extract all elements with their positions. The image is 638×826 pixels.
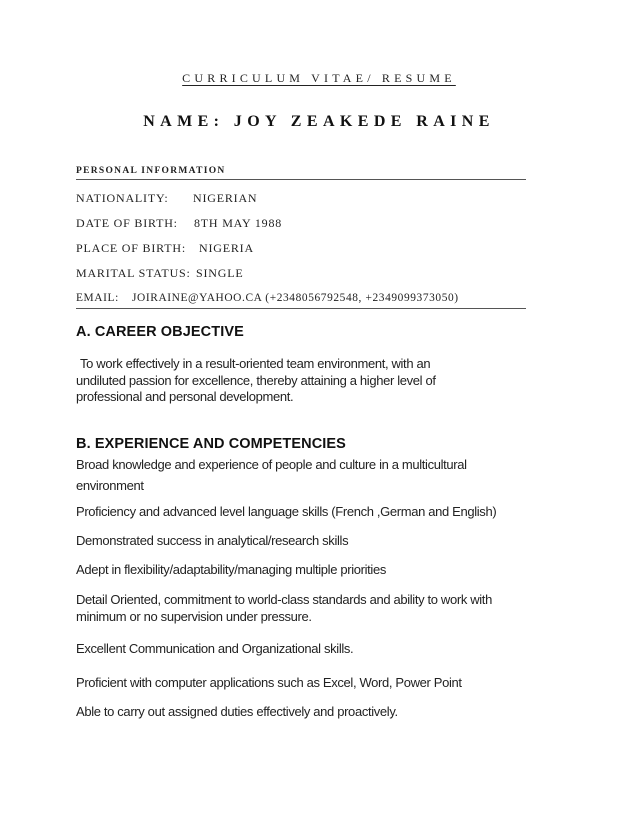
marital-status-row bbox=[76, 266, 243, 281]
experience-item: Excellent Communication and Organizational skills. bbox=[76, 641, 354, 656]
career-objective-heading: A. CAREER OBJECTIVE bbox=[76, 324, 244, 340]
email-value: JOIRAINE@YAHOO.CA (+2348056792548, +2349099373050) bbox=[132, 292, 459, 304]
experience-item: Demonstrated success in analytical/research skills bbox=[76, 533, 349, 548]
personal-info-bottom-rule bbox=[76, 308, 526, 309]
date-of-birth-label: DATE OF BIRTH: bbox=[76, 216, 178, 230]
marital-status-value: SINGLE bbox=[196, 266, 244, 280]
document-title: CURRICULUM VITAE/ RESUME bbox=[182, 71, 456, 85]
experience-item: Able to carry out assigned duties effectively and proactively. bbox=[76, 704, 398, 719]
nationality-value: NIGERIAN bbox=[193, 191, 258, 205]
personal-info-heading: PERSONAL INFORMATION bbox=[76, 166, 226, 176]
experience-item: Adept in flexibility/adaptability/managing multiple priorities bbox=[76, 562, 386, 577]
email-label: EMAIL: bbox=[76, 292, 119, 304]
email-row bbox=[76, 292, 459, 304]
candidate-name: NAME: JOY ZEAKEDE RAINE bbox=[143, 113, 495, 130]
personal-info-top-rule bbox=[76, 179, 526, 180]
nationality-label: NATIONALITY: bbox=[76, 191, 169, 205]
career-objective-text: To work effectively in a result-oriented team environment, with an undiluted passion for excellence, thereby attaining a higher level of professional and personal development. bbox=[76, 356, 436, 404]
experience-item: Detail Oriented, commitment to world-class standards and ability to work with minimum or no supervision under pressure. bbox=[76, 592, 492, 624]
experience-item: Broad knowledge and experience of people and culture in a multicultural environment bbox=[76, 457, 467, 493]
place-of-birth-label: PLACE OF BIRTH: bbox=[76, 241, 186, 255]
experience-item: Proficiency and advanced level language skills (French ,German and English) bbox=[76, 504, 497, 519]
nationality-row bbox=[76, 191, 257, 206]
date-of-birth-row bbox=[76, 216, 282, 231]
experience-heading: B. EXPERIENCE AND COMPETENCIES bbox=[76, 436, 346, 452]
marital-status-label: MARITAL STATUS: bbox=[76, 266, 191, 280]
place-of-birth-value: NIGERIA bbox=[199, 241, 254, 255]
place-of-birth-row bbox=[76, 241, 254, 256]
date-of-birth-value: 8TH MAY 1988 bbox=[194, 216, 283, 230]
experience-item: Proficient with computer applications such as Excel, Word, Power Point bbox=[76, 675, 462, 690]
